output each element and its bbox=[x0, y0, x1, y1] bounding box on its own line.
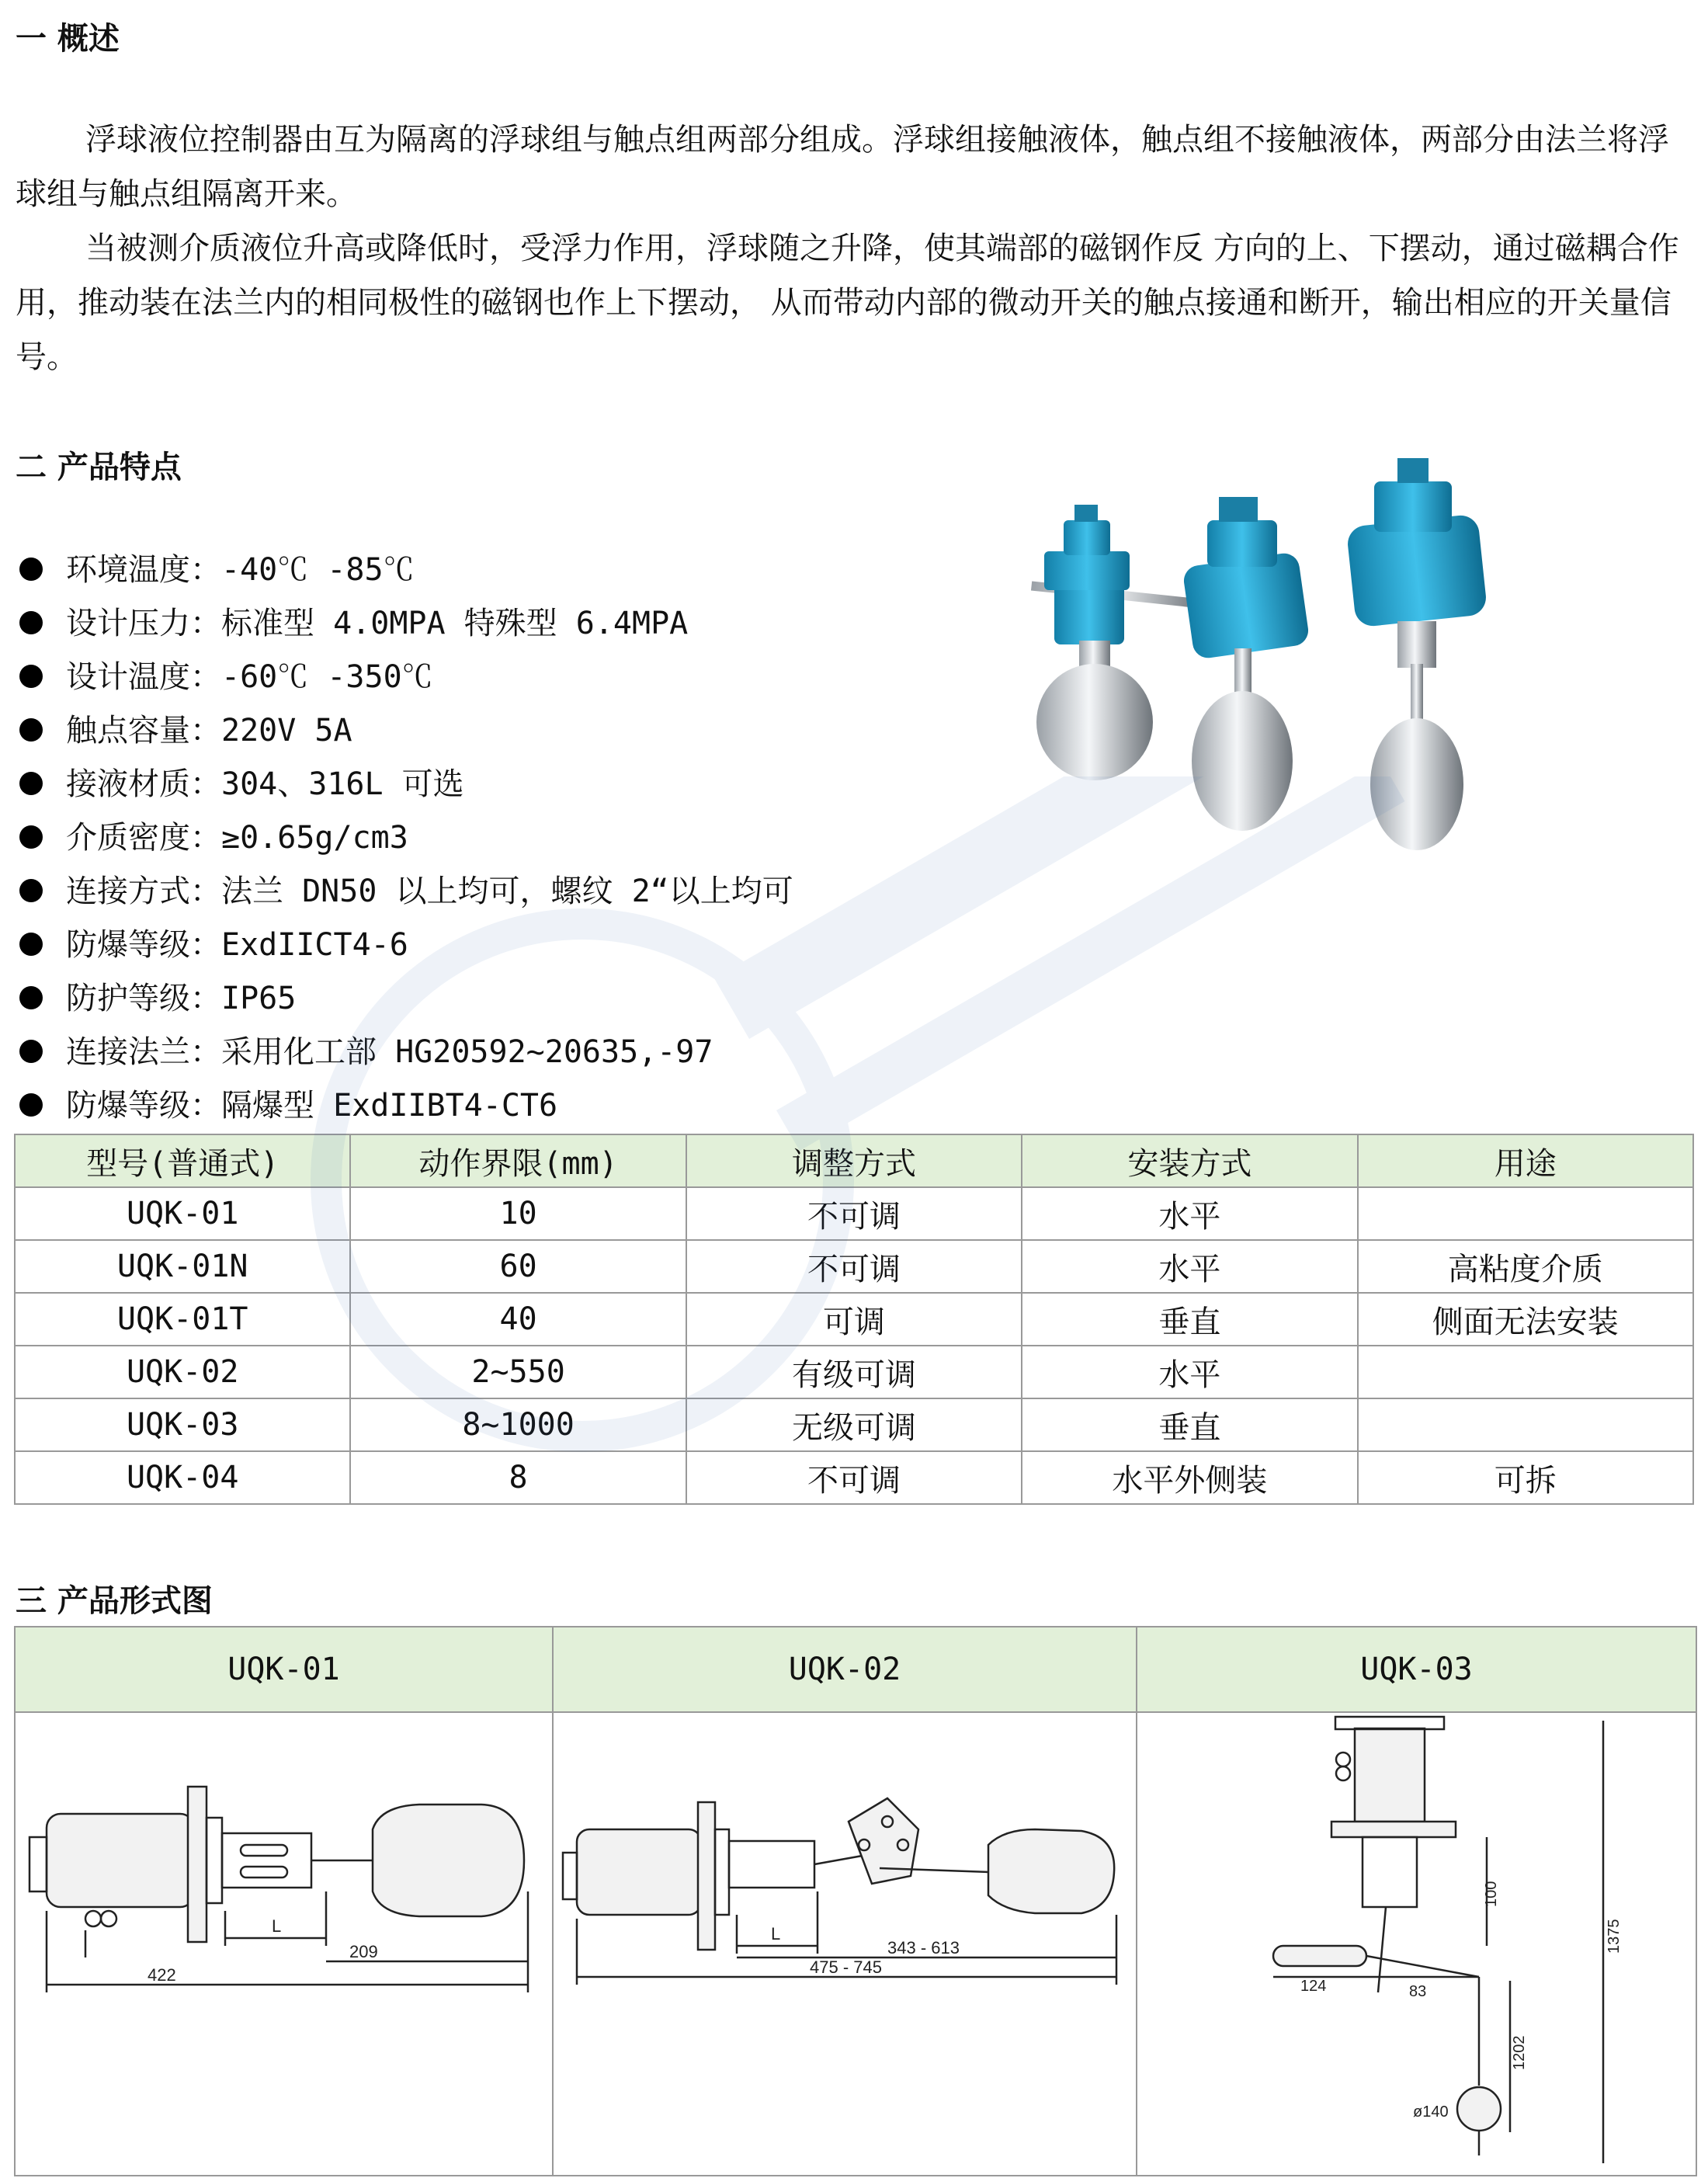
feature-item: 防爆等级：隔爆型 ExdIIBT4-CT6 bbox=[16, 1079, 793, 1133]
float-switch-unit-2 bbox=[1182, 497, 1310, 831]
table-header-cell: 动作界限(mm) bbox=[350, 1134, 686, 1187]
section-title-drawings: 三 产品形式图 bbox=[16, 1583, 213, 1619]
table-row bbox=[15, 1240, 1693, 1293]
table-cell: UQK-01T bbox=[15, 1293, 350, 1346]
dim-label-1375: 1375 bbox=[1606, 1919, 1623, 1954]
feature-item: 接液材质：304、316L 可选 bbox=[16, 758, 793, 811]
table-header-cell: 安装方式 bbox=[1022, 1134, 1357, 1187]
dim-label-422: 422 bbox=[148, 1965, 176, 1985]
table-cell: 水平 bbox=[1022, 1240, 1357, 1293]
table-cell: 不可调 bbox=[686, 1187, 1022, 1240]
feature-item: 防爆等级：ExdIICT4-6 bbox=[16, 919, 793, 972]
table-header-cell: 用途 bbox=[1358, 1134, 1693, 1187]
table-cell: 水平 bbox=[1022, 1346, 1357, 1398]
table-row bbox=[15, 1398, 1693, 1451]
table-cell: 水平外侧装 bbox=[1022, 1451, 1357, 1504]
float-switch-unit-1 bbox=[1031, 505, 1202, 780]
drawing-title-uqk02: UQK-02 bbox=[554, 1627, 1136, 1713]
table-cell bbox=[1358, 1187, 1693, 1240]
table-cell: 侧面无法安装 bbox=[1358, 1293, 1693, 1346]
dim-label-l: L bbox=[272, 1916, 282, 1936]
table-cell: 垂直 bbox=[1022, 1398, 1357, 1451]
drawing-title-uqk03: UQK-03 bbox=[1137, 1627, 1696, 1713]
bullet-icon bbox=[19, 986, 43, 1009]
table-cell: 水平 bbox=[1022, 1187, 1357, 1240]
table-cell: 2~550 bbox=[350, 1346, 686, 1398]
overview-paragraph-2: 当被测介质液位升高或降低时，受浮力作用，浮球随之升降，使其端部的磁钢作反 方向的上、下摆动，通过磁耦合作用，推动装在法兰内的相同极性的磁钢也作上下摆动， 从而带动内部的微动开关的触点接通和断开，输出相应的开关量信号。 bbox=[16, 231, 1679, 375]
feature-item: 环境温度：-40℃ -85℃ bbox=[16, 544, 793, 597]
table-cell: UQK-02 bbox=[15, 1346, 350, 1398]
table-row bbox=[15, 1451, 1693, 1504]
overview-paragraph-1: 浮球液位控制器由互为隔离的浮球组与触点组两部分组成。浮球组接触液体，触点组不接触液体，两部分由法兰将浮球组与触点组隔离开来。 bbox=[16, 122, 1669, 212]
table-cell: 不可调 bbox=[686, 1240, 1022, 1293]
dim-label-475-745: 475 - 745 bbox=[810, 1957, 882, 1977]
feature-item: 介质密度：≥0.65g/cm3 bbox=[16, 811, 793, 865]
table-header-cell: 调整方式 bbox=[686, 1134, 1022, 1187]
drawing-uqk01 bbox=[16, 1713, 551, 2171]
table-cell bbox=[1358, 1346, 1693, 1398]
table-header-row bbox=[15, 1134, 1693, 1187]
table-cell: 40 bbox=[350, 1293, 686, 1346]
table-cell: 高粘度介质 bbox=[1358, 1240, 1693, 1293]
feature-item: 连接方式：法兰 DN50 以上均可，螺纹 2“以上均可 bbox=[16, 865, 793, 919]
drawing-uqk02 bbox=[554, 1713, 1136, 2171]
product-photo bbox=[1009, 458, 1584, 893]
feature-list bbox=[16, 544, 793, 1133]
bullet-icon bbox=[19, 933, 43, 956]
table-row bbox=[15, 1346, 1693, 1398]
bullet-icon bbox=[19, 1093, 43, 1117]
table-cell: UQK-01 bbox=[15, 1187, 350, 1240]
table-cell: 可调 bbox=[686, 1293, 1022, 1346]
table-cell: UQK-01N bbox=[15, 1240, 350, 1293]
table-cell: 可拆 bbox=[1358, 1451, 1693, 1504]
section-title-overview: 一 概述 bbox=[16, 21, 120, 57]
table-cell: 垂直 bbox=[1022, 1293, 1357, 1346]
table-cell bbox=[1358, 1398, 1693, 1451]
section-title-features: 二 产品特点 bbox=[16, 450, 182, 485]
bullet-icon bbox=[19, 1040, 43, 1063]
dim-label-100: 100 bbox=[1483, 1881, 1500, 1907]
feature-item: 防护等级：IP65 bbox=[16, 972, 793, 1026]
table-row bbox=[15, 1187, 1693, 1240]
feature-item: 设计压力：标准型 4.0MPA 特殊型 6.4MPA bbox=[16, 597, 793, 651]
bullet-icon bbox=[19, 611, 43, 634]
bullet-icon bbox=[19, 558, 43, 581]
table-cell: 有级可调 bbox=[686, 1346, 1022, 1398]
dim-label-343-613: 343 - 613 bbox=[887, 1938, 960, 1957]
bullet-icon bbox=[19, 665, 43, 688]
bullet-icon bbox=[19, 825, 43, 849]
table-cell: 无级可调 bbox=[686, 1398, 1022, 1451]
dim-label-124: 124 bbox=[1300, 1978, 1327, 1995]
bullet-icon bbox=[19, 879, 43, 902]
table-row bbox=[15, 1293, 1693, 1346]
feature-item: 连接法兰：采用化工部 HG20592~20635,-97 bbox=[16, 1026, 793, 1079]
table-cell: 60 bbox=[350, 1240, 686, 1293]
table-header-cell: 型号(普通式) bbox=[15, 1134, 350, 1187]
bullet-icon bbox=[19, 718, 43, 742]
table-cell: UQK-03 bbox=[15, 1398, 350, 1451]
bullet-icon bbox=[19, 772, 43, 795]
table-cell: 不可调 bbox=[686, 1451, 1022, 1504]
feature-item: 触点容量：220V 5A bbox=[16, 704, 793, 758]
dim-label-1202: 1202 bbox=[1511, 2035, 1528, 2070]
drawing-panel bbox=[14, 1626, 1697, 2176]
table-cell: UQK-04 bbox=[15, 1451, 350, 1504]
dim-label-l: L bbox=[771, 1924, 781, 1944]
table-cell: 8 bbox=[350, 1451, 686, 1504]
drawing-uqk03 bbox=[1137, 1713, 1695, 2171]
spec-table bbox=[14, 1134, 1694, 1505]
float-switch-unit-3 bbox=[1346, 458, 1488, 850]
dim-label-83: 83 bbox=[1409, 1983, 1427, 2000]
dim-label-ball-diameter: ø140 bbox=[1413, 2103, 1449, 2121]
drawing-title-uqk01: UQK-01 bbox=[16, 1627, 552, 1713]
dim-label-209: 209 bbox=[349, 1942, 378, 1961]
feature-item: 设计温度：-60℃ -350℃ bbox=[16, 651, 793, 704]
table-cell: 8~1000 bbox=[350, 1398, 686, 1451]
table-cell: 10 bbox=[350, 1187, 686, 1240]
